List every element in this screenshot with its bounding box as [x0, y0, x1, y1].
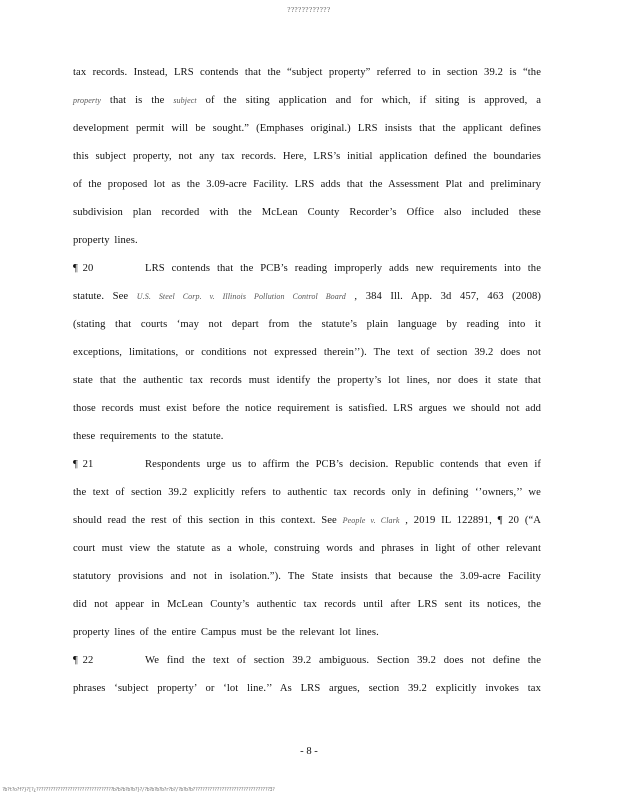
citation-italic: People v. Clark — [342, 516, 400, 525]
text-line: development permit will be sought.” (Emphases original.) LRS insists that the applicant defines — [73, 123, 541, 134]
text-line — [73, 458, 541, 486]
text-line: property lines. — [73, 235, 138, 246]
text-line — [73, 262, 541, 290]
footer-code: ?b?t?o?f?}?[?¿????????????????????????????????b?b?b?b?b?}?/?b?b?b?b?r?b?/?b?b?b????????????????????????????????3? — [2, 787, 275, 793]
paragraph-number: ¶ 22 — [73, 655, 94, 666]
text-segment: statute. See — [73, 291, 137, 302]
text-segment: should read the rest of this section in this context. See — [73, 515, 343, 526]
text-line: phrases ‘subject property’ or ‘lot line.’’ As LRS argues, section 39.2 explicitly invokes tax — [73, 683, 541, 694]
text-line — [73, 290, 541, 318]
paragraph-first-line: We find the text of section 39.2 ambiguous. Section 39.2 does not define the — [145, 655, 541, 666]
text-segment: of the siting application and for which, if siting is approved, a — [196, 95, 541, 106]
text-line: of the proposed lot as the 3.09-acre Facility. LRS adds that the Assessment Plat and preliminary — [73, 179, 541, 190]
citation-italic: property — [73, 96, 102, 105]
paragraph-number: ¶ 20 — [73, 263, 94, 274]
text-segment: , 384 Ill. App. 3d 457, 463 (2008) — [345, 291, 541, 302]
citation-italic: subject — [173, 96, 197, 105]
text-line: court must view the statute as a whole, construing words and phrases in light of other relevant — [73, 543, 541, 554]
paragraph-number: ¶ 21 — [73, 459, 94, 470]
text-line: exceptions, limitations, or conditions not expressed therein’’). The text of section 39.2 does not — [73, 347, 541, 358]
text-line: (stating that courts ‘may not depart from the statute’s plain language by reading into it — [73, 319, 541, 330]
text-line: property lines of the entire Campus must be the relevant lot lines. — [73, 627, 379, 638]
opinion-body — [73, 66, 541, 710]
text-line: tax records. Instead, LRS contends that the “subject property” referred to in section 39.2 is “the — [73, 67, 541, 78]
citation-italic: U.S. Steel Corp. v. Illinois Pollution Control Board — [136, 292, 346, 301]
paragraph-first-line: LRS contends that the PCB’s reading improperly adds new requirements into the — [145, 263, 541, 274]
paragraph-first-line: Respondents urge us to affirm the PCB’s decision. Republic contends that even if — [145, 459, 541, 470]
text-line: the text of section 39.2 explicitly refers to authentic tax records only in defining ‘’owners,’’ we — [73, 487, 541, 498]
page-number: - 8 - — [300, 746, 318, 757]
text-line: statutory provisions and not in isolation.”). The State insists that because the 3.09-acre Facility — [73, 571, 541, 582]
text-line: state that the authentic tax records must identify the property’s lot lines, nor does it state that — [73, 375, 541, 386]
text-segment: that is the — [101, 95, 174, 106]
text-line — [73, 94, 541, 122]
text-line: this subject property, not any tax records. Here, LRS’s initial application defined the boundaries — [73, 151, 541, 162]
page-header: ???????????? — [287, 6, 331, 14]
text-line: subdivision plan recorded with the McLean County Recorder’s Office also included these — [73, 207, 541, 218]
text-line: these requirements to the statute. — [73, 431, 224, 442]
text-line — [73, 654, 541, 682]
text-segment: , 2019 IL 122891, ¶ 20 (“A — [399, 515, 542, 526]
text-line: those records must exist before the notice requirement is satisfied. LRS argues we should not add — [73, 403, 541, 414]
text-line — [73, 514, 541, 542]
text-line: did not appear in McLean County’s authentic tax records until after LRS sent its notices, the — [73, 599, 541, 610]
